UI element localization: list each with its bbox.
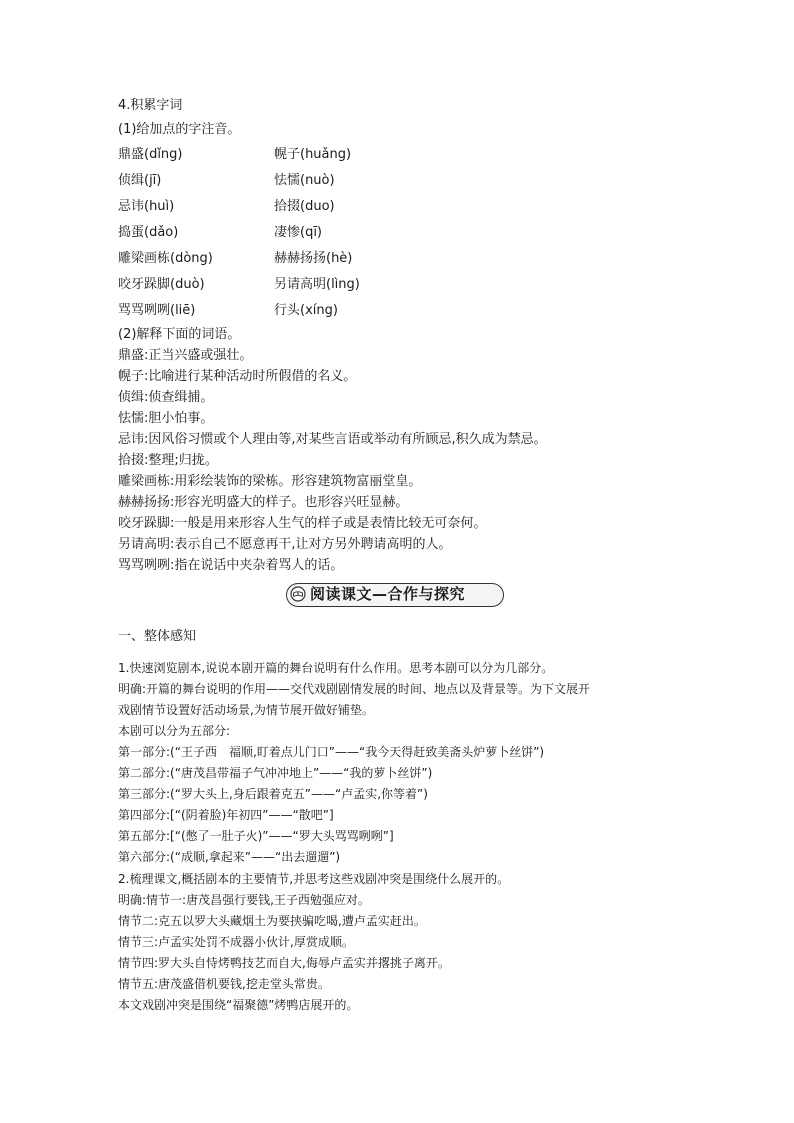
definition-line: 另请高明:表示自己不愿意再干,让对方另外聘请高明的人。 [118,537,452,552]
pinyin-item: 雕梁画栋(dòng) [118,251,213,266]
pinyin-item: 怯懦(nuò) [274,173,335,188]
pinyin-item: 拾掇(duo) [274,199,335,214]
pinyin-item: 忌讳(huì) [118,199,175,214]
pinyin-item: 行头(xíng) [274,303,338,318]
pinyin-item: 咬牙跺脚(duò) [118,277,205,292]
pinyin-item: 赫赫扬扬(hè) [274,251,353,266]
definition-line: 拾掇:整理;归拢。 [118,453,218,468]
paragraph-line: 情节三:卢孟实处罚不成器小伙计,厚赏成顺。 [118,935,354,949]
paragraph-line: 1.快速浏览剧本,说说本剧开篇的舞台说明有什么作用。思考本剧可以分为几部分。 [118,661,554,675]
paragraph-line: 戏剧情节设置好活动场景,为情节展开做好铺垫。 [118,703,374,717]
pinyin-item: 凄惨(qī) [274,225,323,240]
paragraph-line: 第一部分:(“王子西 福顺,盯着点儿门口”——“我今天得赶致美斋头炉萝卜丝饼”) [118,745,545,759]
part-heading: 一、整体感知 [118,629,197,644]
paragraph-line: 第四部分:[“(阴着脸)年初四”——“散吧”] [118,808,334,822]
banner-title: 阅读课文—合作与探究 [310,585,466,603]
paragraph-line: 2.梳理课文,概括剧本的主要情节,并思考这些戏剧冲突是围绕什么展开的。 [118,872,510,886]
definition-line: 幌子:比喻进行某种活动时所假借的名义。 [118,369,357,384]
paragraph-line: 本文戏剧冲突是围绕“福聚德”烤鸭店展开的。 [118,998,359,1012]
paragraph-line: 情节二:克五以罗大头藏烟土为要挟骗吃喝,遭卢孟实赶出。 [118,914,426,928]
paragraph-line: 情节五:唐茂盛借机要钱,挖走堂头常贵。 [118,977,330,991]
section-banner [286,583,504,607]
pinyin-item: 鼎盛(dǐng) [118,147,183,162]
definition-line: 怯懦:胆小怕事。 [118,411,214,426]
reading-book-icon [290,586,306,602]
pinyin-item: 另请高明(lìng) [274,277,360,292]
definition-line: 忌讳:因风俗习惯或个人理由等,对某些言语或举动有所顾忌,积久成为禁忌。 [118,432,547,447]
paragraph-line: 第三部分:(“罗大头上,身后跟着克五”——“卢孟实,你等着”) [118,787,428,801]
definition-line: 咬牙跺脚:一般是用来形容人生气的样子或是表情比较无可奈何。 [118,516,487,531]
pinyin-item: 捣蛋(dǎo) [118,225,179,240]
subsection-title: (1)给加点的字注音。 [118,122,241,137]
definition-line: 雕梁画栋:用彩绘装饰的梁栋。形容建筑物富丽堂皇。 [118,474,422,489]
pinyin-item: 骂骂咧咧(liē) [118,303,196,318]
paragraph-line: 第五部分:[“(憋了一肚子火)”——“罗大头骂骂咧咧”] [118,829,394,843]
paragraph-line: 第二部分:(“唐茂昌带福子气冲冲地上”——“我的萝卜丝饼”) [118,766,433,780]
paragraph-line: 第六部分:(“成顺,拿起来”——“出去遛遛”) [118,850,341,864]
pinyin-item: 侦缉(jī) [118,173,162,188]
paragraph-line: 明确:情节一:唐茂昌强行要钱,王子西勉强应对。 [118,893,370,907]
section-heading: 4.积累字词 [118,98,183,113]
definition-line: 骂骂咧咧:指在说话中夹杂着骂人的话。 [118,558,344,573]
paragraph-line: 情节四:罗大头自恃烤鸭技艺而自大,侮辱卢孟实并撂挑子离开。 [118,956,450,970]
paragraph-line: 本剧可以分为五部分: [118,724,231,738]
pinyin-item: 幌子(huǎng) [274,147,352,162]
definition-line: 鼎盛:正当兴盛或强壮。 [118,348,253,363]
subsection-title: (2)解释下面的词语。 [118,327,241,342]
paragraph-line: 明确:开篇的舞台说明的作用——交代戏剧剧情发展的时间、地点以及背景等。为下文展开 [118,682,591,696]
definition-line: 侦缉:侦查缉捕。 [118,390,214,405]
definition-line: 赫赫扬扬:形容光明盛大的样子。也形容兴旺显赫。 [118,495,409,510]
